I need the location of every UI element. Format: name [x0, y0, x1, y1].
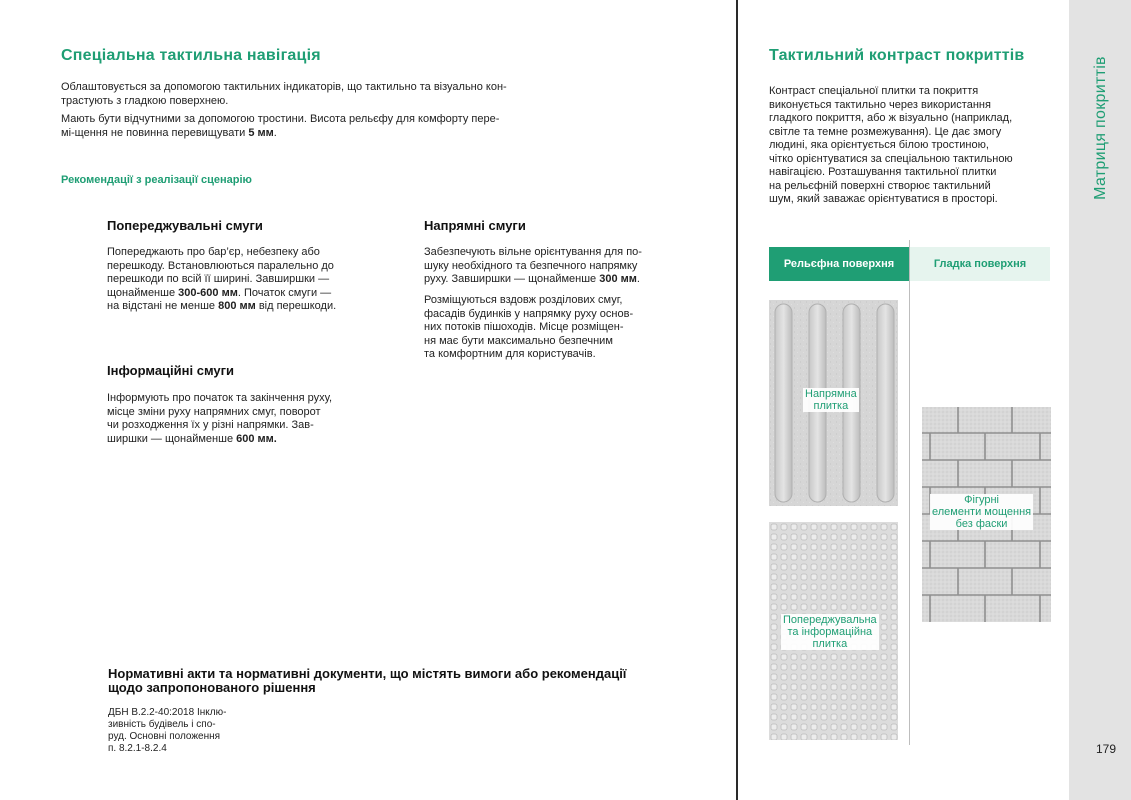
recommendations-heading: Рекомендації з реалізації сценарію	[61, 174, 252, 186]
directional-strips-title: Напрямні смуги	[424, 218, 526, 233]
paving-tile-image	[922, 407, 1051, 622]
info-strips-title: Інформаційні смуги	[107, 363, 235, 378]
paving-tile-label: Фігурні елементи мощення без фаски	[932, 494, 1032, 530]
normative-reference: ДБН В.2.2-40:2018 Інклю- зивність будівель і спо- руд. Основні положення п. 8.2.1-8.2.4	[108, 707, 227, 754]
page-number: 179	[1096, 742, 1117, 756]
right-title: Тактильний контраст покриттів	[769, 47, 1025, 64]
intro-paragraph-1: Облаштовується за допомогою тактильних індикаторів, що тактильно та візуально кон- трастують з гладкою поверхнею.	[61, 81, 507, 107]
directional-strips-text-2: Розміщуються вздовж розділових смуг, фасадів будинків у напрямку руху основ- них потоків пішоходів. Місце розміщен- ня має бути максимально безпечним та комфортним для користувачів.	[424, 294, 634, 360]
warning-strips-title: Попереджувальні смуги	[107, 218, 263, 233]
warning-tile-label: Попереджувальна та інформаційна плитка	[783, 614, 877, 650]
normative-title: Нормативні акти та нормативні документи, що містять вимоги або рекомендації щодо запропонованого рішення	[108, 666, 627, 695]
section-vertical-label: Матриця покриттів	[1092, 56, 1109, 200]
contrast-paragraph: Контраст спеціальної плитки та покриття виконується тактильно через використання гладкого покриття, або ж візуально (наприклад, світле та темне розмежування). Це дає змогу людині, яка орієнтується білою тростиною, чітко орієнтуватися за спеціальною тактильною навігацією. Розташування тактильної плитки на рельєфній поверхні створює тактильний шум, який заважає орієнтуватися в просторі.	[769, 85, 1013, 205]
directional-tile-label: Напрямна плитка	[805, 388, 857, 412]
info-strips-text: Інформують про початок та закінчення руху, місце зміни руху напрямних смуг, поворот чи розходження їх у різні напрямки. Зав- ширшки — щонайменше 600 мм.	[107, 392, 333, 445]
warning-strips-text: Попереджають про бар’єр, небезпеку або перешкоду. Встановлюються паралельно до перешкоди по всій її ширині. Завширшки — щонайменше 300-600 мм. Початок смуги — на відстані не менше 800 мм від перешкоди.	[107, 246, 337, 312]
directional-tile-image	[769, 300, 898, 506]
intro-paragraph-2: Мають бути відчутними за допомогою тростини. Висота рельєфу для комфорту пере- мі-щення не повинна перевищувати 5 мм.	[61, 113, 500, 139]
warning-tile-image	[769, 522, 898, 740]
directional-strips-text-1: Забезпечують вільне орієнтування для по- шуку необхідного та безпечного напрямку руху. Завширшки — щонайменше 300 мм.	[424, 246, 642, 285]
left-title: Спеціальна тактильна навігація	[61, 47, 321, 64]
column-header-relief: Рельєфна поверхня	[769, 247, 909, 281]
column-header-smooth: Гладка поверхня	[910, 247, 1050, 281]
column-separator	[909, 240, 910, 745]
page-divider	[736, 0, 738, 800]
